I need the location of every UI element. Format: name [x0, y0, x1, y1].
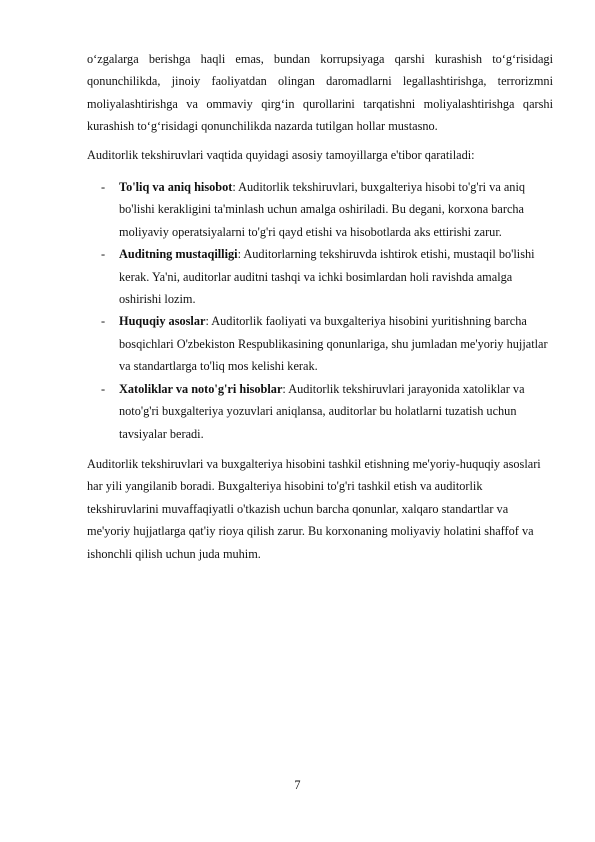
principles-list: [87, 176, 553, 445]
bullet-dash: -: [101, 247, 106, 262]
bullet-dash: -: [101, 180, 106, 195]
principle-term: To'liq va aniq hisobot: [119, 180, 233, 195]
intro-paragraph: o‘zgalarga berishga haqli emas, bundan korrupsiyaga qarshi kurashish to‘g‘risidagi qonunchilikda, jinoiy faoliyatdan olingan daromadlarni legallashtirishga, terrorizmni moliyalashtirishga va ommaviy qirg‘in qurollarini tarqatishni moliyalashtirishga qarshi kurashish to‘g‘risidagi qonunchilikda nazarda tutilgan hollar mustasno.: [87, 52, 553, 134]
list-item: [87, 378, 553, 445]
closing-paragraph: Auditorlik tekshiruvlari va buxgalteriya hisobini tashkil etishning me'yoriy-huquqiy asoslari har yili yangilanib boradi. Buxgalteriya hisobini to'g'ri tashkil etish va auditorlik tekshiruvlarini muvaffaqiyatli o'tkazish uchun barcha qonunlar, xalqaro standartlar va me'yoriy hujjatlarga qat'iy rioya qilish zarur. Bu korxonaning moliyaviy holatini shaffof va ishonchli qilish uchun juda muhim.: [87, 456, 541, 561]
principles-intro: Auditorlik tekshiruvlari vaqtida quyidagi asosiy tamoyillarga e'tibor qaratiladi:: [87, 147, 475, 162]
principle-term: Auditning mustaqilligi: [119, 247, 238, 262]
bullet-dash: -: [101, 381, 106, 396]
list-item: [87, 176, 553, 243]
principle-term: Huquqiy asoslar: [119, 314, 206, 329]
principle-text: : Auditorlik faoliyati va buxgalteriya hisobini yuritishning barcha bosqichlari O'zbekiston Respublikasining qonunlariga, shu jumladan me'yoriy hujjatlar va standartlarga to'liq mos kelishi kerak.: [119, 314, 548, 374]
bullet-dash: -: [101, 314, 106, 329]
list-item: [87, 243, 553, 310]
principle-text: : Auditorlarning tekshiruvda ishtirok etishi, mustaqil bo'lishi kerak. Ya'ni, auditorlar auditni tashqi va ichki bosimlardan holi ravishda amalga oshirishi lozim.: [119, 247, 535, 307]
document-body: [87, 48, 553, 565]
principle-text: : Auditorlik tekshiruvlari jarayonida xatoliklar va noto'g'ri buxgalteriya yozuvlari aniqlansa, auditorlar bu holatlarni tuzatish uchun tavsiyalar beradi.: [119, 381, 525, 441]
page-number: 7: [294, 778, 301, 792]
principle-text: : Auditorlik tekshiruvlari, buxgalteriya hisobi to'g'ri va aniq bo'lishi kerakligini ta'minlash uchun amalga oshiriladi. Bu degani, korxona barcha moliyaviy operatsiyalarni to'g'ri qayd etishi va hisobotlarda aks ettirishi zarur.: [119, 180, 526, 239]
list-item: [87, 310, 553, 377]
principle-term: Xatoliklar va noto'g'ri hisoblar: [119, 381, 283, 396]
